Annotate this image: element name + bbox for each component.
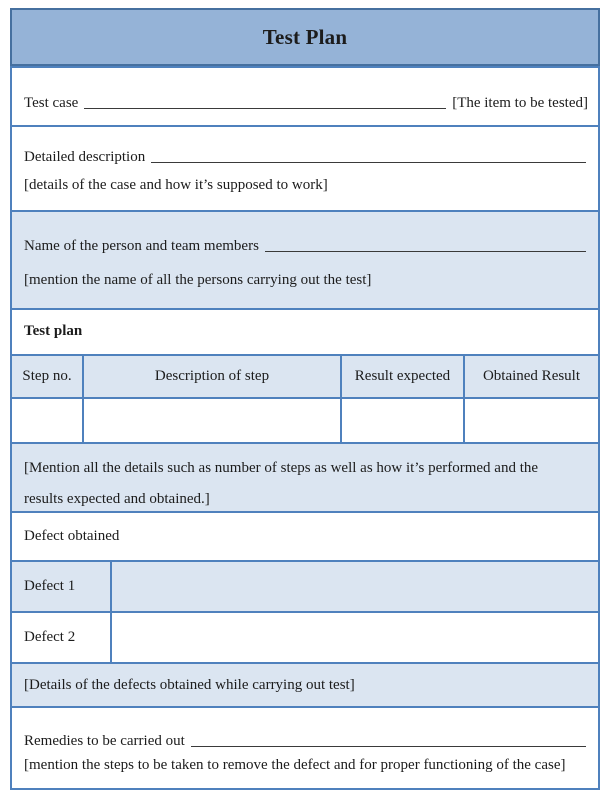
section-steps-note [12, 444, 598, 513]
test-case-label: Test case [24, 95, 79, 111]
column-header-obtained-result: Obtained Result [482, 368, 581, 384]
test-case-hint: [The item to be tested] [452, 95, 588, 111]
detailed-description-hint: [details of the case and how it’s supposed to work] [24, 177, 328, 193]
defect-2-label: Defect 2 [12, 613, 112, 662]
result-expected-cell[interactable] [342, 399, 465, 442]
remedies-input-line[interactable] [191, 732, 586, 747]
defect-1-label: Defect 1 [12, 562, 112, 611]
section-defects-note [12, 664, 598, 708]
column-header-result-expected: Result expected [342, 356, 465, 397]
column-header-description: Description of step [84, 356, 342, 397]
defect-1-row [12, 562, 598, 613]
defects-note-text: [Details of the defects obtained while carrying out test] [24, 676, 355, 693]
section-team-members [12, 212, 598, 310]
defect-obtained-label: Defect obtained [24, 528, 120, 544]
detailed-description-label: Detailed description [24, 149, 146, 165]
section-remedies [12, 708, 598, 788]
step-no-cell[interactable] [12, 399, 84, 442]
detailed-description-input-line[interactable] [151, 148, 586, 163]
steps-table-header-row [12, 356, 598, 399]
defect-1-value-cell[interactable] [112, 562, 598, 611]
remedies-hint: [mention the steps to be taken to remove the defect and for proper functioning of the case] [24, 757, 566, 773]
page-title: Test Plan [262, 24, 348, 49]
team-members-label: Name of the person and team members [24, 238, 259, 254]
section-test-plan-heading [12, 310, 598, 356]
test-case-input-line[interactable] [84, 94, 446, 109]
steps-note-text: [Mention all the details such as number of steps as well as how it’s performed and the results expected and obtained.] [24, 460, 539, 507]
form-body [10, 66, 600, 790]
section-detailed-description [12, 127, 598, 212]
section-test-case [12, 68, 598, 127]
defect-2-row [12, 613, 598, 664]
team-members-input-line[interactable] [265, 237, 586, 252]
team-members-hint: [mention the name of all the persons carrying out the test] [24, 272, 372, 288]
obtained-result-cell[interactable] [465, 399, 598, 442]
section-defect-obtained [12, 513, 598, 562]
title-banner [10, 8, 600, 66]
remedies-label: Remedies to be carried out [24, 733, 185, 749]
defect-2-value-cell[interactable] [112, 613, 598, 662]
column-header-step-no: Step no. [12, 356, 84, 397]
steps-table-empty-row [12, 399, 598, 444]
test-plan-heading: Test plan [24, 323, 83, 339]
step-description-cell[interactable] [84, 399, 342, 442]
